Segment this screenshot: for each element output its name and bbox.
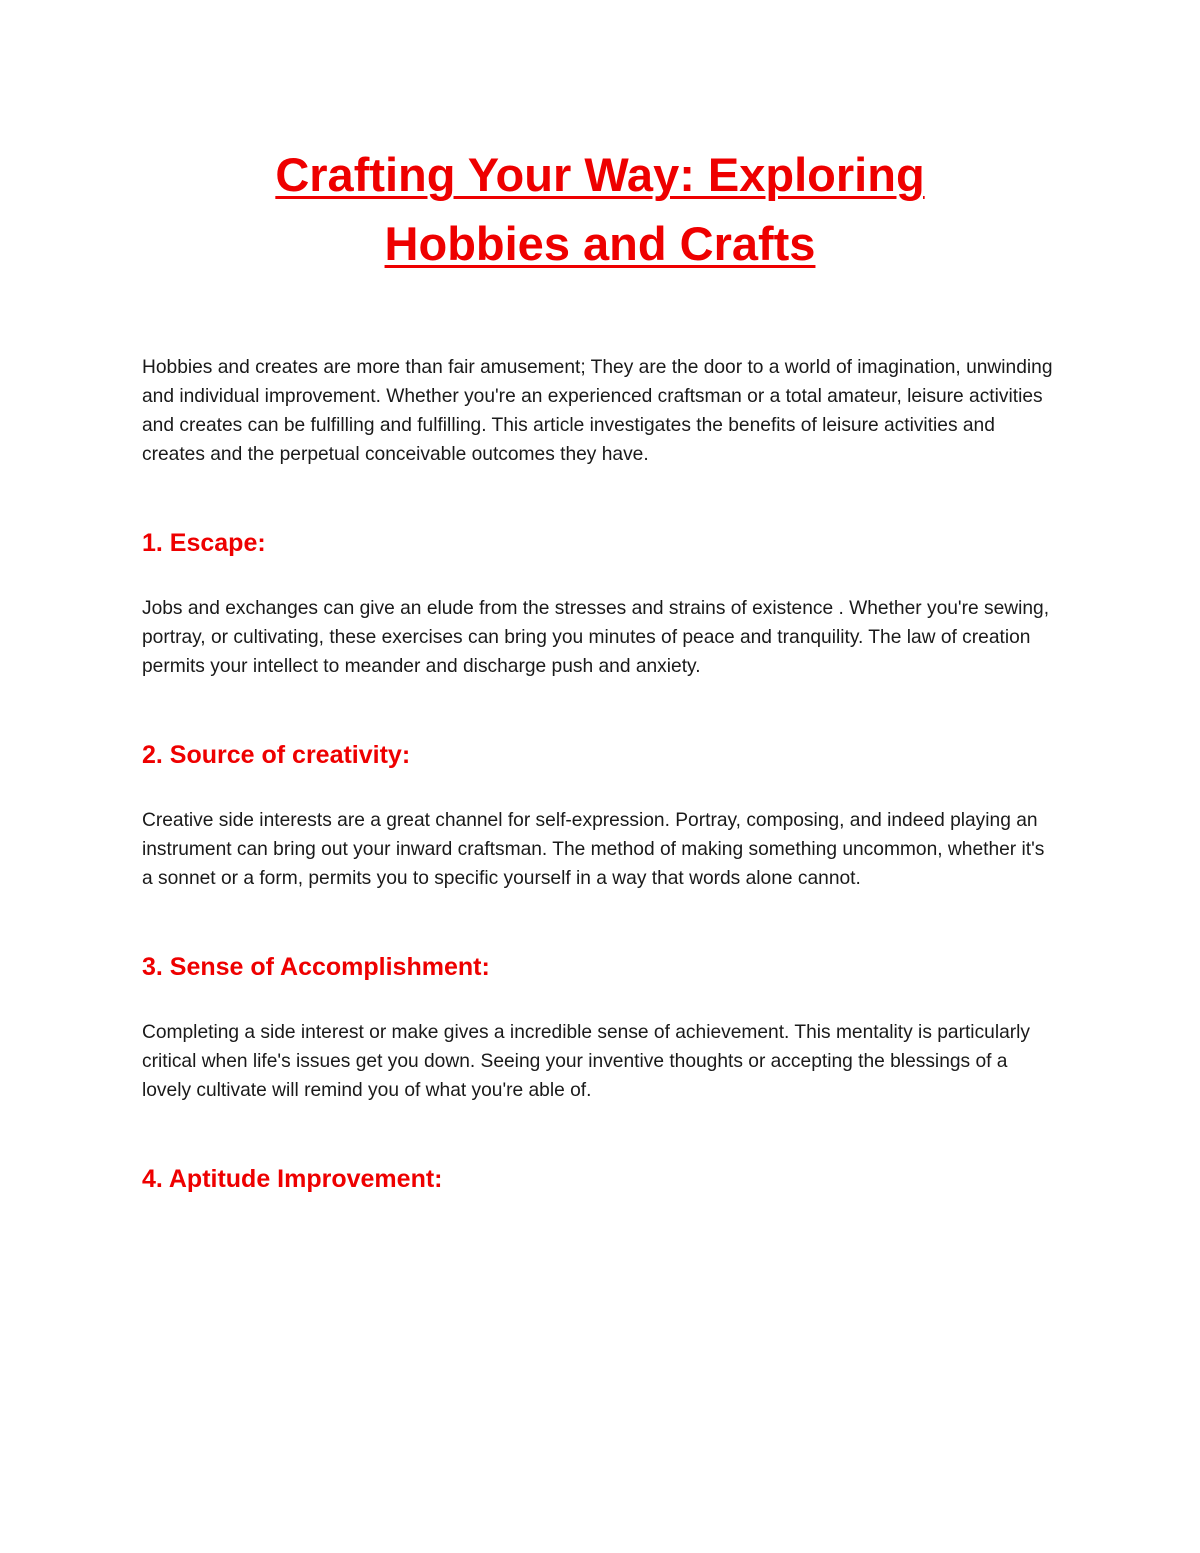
spacer (142, 983, 1060, 1018)
section-heading-accomplishment: 3. Sense of Accomplishment: (142, 953, 490, 981)
spacer (142, 469, 1060, 527)
document-title (142, 140, 1058, 278)
spacer (142, 681, 1060, 739)
intro-paragraph: Hobbies and creates are more than fair amusement; They are the door to a world of imagination, unwinding and individual improvement. Whether you're an experienced craftsman or a total amateur, leisure activities and creates can be fulfilling and fulfilling. This article investigates the benefits of leisure activities and creates and the perpetual conceivable outcomes they have. (142, 357, 1053, 465)
spacer (142, 559, 1060, 594)
section-heading-creativity: 2. Source of creativity: (142, 741, 411, 769)
document-body (142, 353, 1060, 1195)
spacer (142, 771, 1060, 806)
section-body-creativity: Creative side interests are a great channel for self-expression. Portray, composing, and indeed playing an instrument can bring out your inward craftsman. The method of making something uncommon, whether it's a sonnet or a form, permits you to specific yourself in a way that words alone cannot. (142, 810, 1045, 889)
section-body-escape: Jobs and exchanges can give an elude from the stresses and strains of existence . Whether you're sewing, portray, or cultivating, these exercises can bring you minutes of peace and tranquility. The law of creation permits your intellect to meander and discharge push and anxiety. (142, 598, 1050, 677)
spacer (142, 893, 1060, 951)
spacer (142, 1105, 1060, 1163)
document-title-line-2: Hobbies and Crafts (384, 217, 816, 270)
section-heading-escape: 1. Escape: (142, 529, 266, 557)
document-title-line-1: Crafting Your Way: Exploring (275, 148, 925, 201)
section-heading-aptitude: 4. Aptitude Improvement: (142, 1165, 443, 1193)
section-body-accomplishment: Completing a side interest or make gives a incredible sense of achievement. This mentality is particularly critical when life's issues get you down. Seeing your inventive thoughts or accepting the blessings of a lovely cultivate will remind you of what you're able of. (142, 1022, 1031, 1101)
